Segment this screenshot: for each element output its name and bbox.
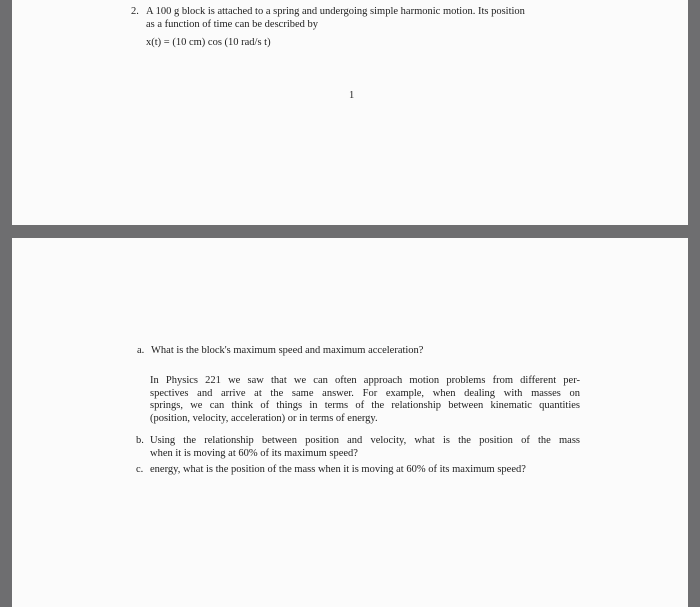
problem-statement-line: A 100 g block is attached to a spring and undergoing simple harmonic motion. Its position <box>146 6 525 17</box>
part-b-question-line: Using the relationship between position and velocity, what is the position of the mass <box>150 435 580 446</box>
page-number: 1 <box>349 90 355 101</box>
part-c-label: c. <box>136 464 144 475</box>
context-note <box>150 375 580 425</box>
document-page-1 <box>12 0 688 225</box>
context-note-line: In Physics 221 we saw that we can often approach motion problems from different per- <box>150 375 580 386</box>
part-b-label: b. <box>136 435 144 446</box>
part-b-question <box>150 435 580 460</box>
problem-statement-line: as a function of time can be described by <box>146 18 319 30</box>
part-a-question: What is the block's maximum speed and maximum acceleration? <box>151 345 424 356</box>
problem-number: 2. <box>131 6 139 17</box>
context-note-line: springs, we can think of things in terms of the relationship between kinematic quantities <box>150 400 580 411</box>
position-equation: x(t) = (10 cm) cos (10 rad/s t) <box>146 37 271 48</box>
context-note-line: spectives and arrive at the same answer. For example, when dealing with masses on <box>150 387 580 399</box>
part-a-label: a. <box>137 345 145 356</box>
problem-statement <box>146 6 525 31</box>
part-b-question-line: when it is moving at 60% of its maximum speed? <box>150 447 358 459</box>
context-note-line: (position, velocity, acceleration) or in terms of energy. <box>150 412 378 424</box>
part-c-question: energy, what is the position of the mass when it is moving at 60% of its maximum speed? <box>150 464 526 475</box>
